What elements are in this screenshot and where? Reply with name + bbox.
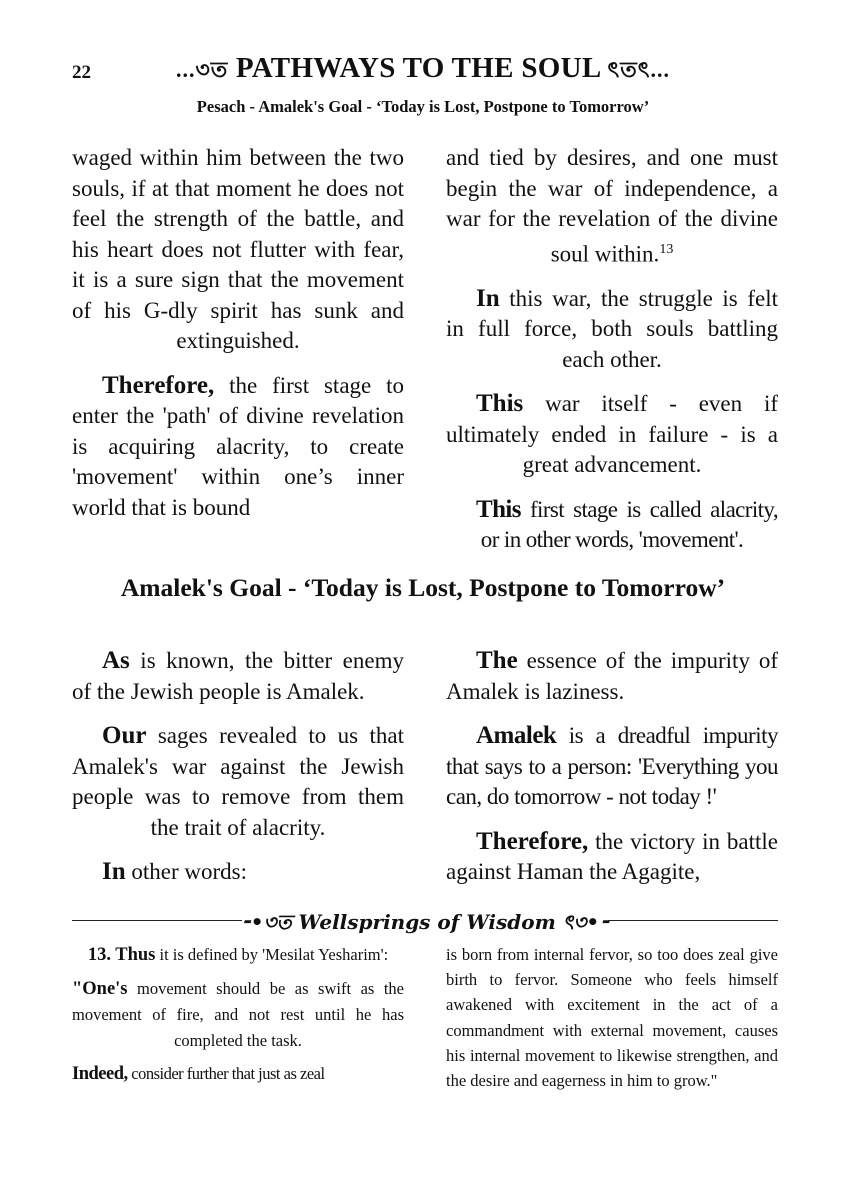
footnote-paragraph <box>72 1061 404 1087</box>
divider-line-right <box>608 920 778 921</box>
paragraph <box>72 646 404 707</box>
paragraph-text: is a dreadful impurity that says to a person: 'Everything you can, do tomorrow - not today !' <box>446 723 778 809</box>
section-heading: Amalek's Goal - ‘Today is Lost, Postpone to Tomorrow’ <box>120 573 726 602</box>
lead-word: The <box>476 647 518 674</box>
lead-word: Therefore, <box>102 371 215 399</box>
footnote-text: is born from internal fervor, so too does zeal give birth to fervor. Someone who feels himself awakened with excitement in the act of a commandment with external movement, causes his internal movement to likewise strengthen, and the desire and eagerness in him to grow." <box>446 945 778 1091</box>
paragraph <box>446 284 778 376</box>
footnote-divider <box>72 908 778 932</box>
footnote-text: consider further that just as zeal <box>127 1063 325 1083</box>
lead-word: 13. Thus <box>87 945 156 965</box>
paragraph-text: the first stage to enter the 'path' of divine revelation is acquiring alacrity, to create 'movement' within one’s inner world that is bound <box>72 372 404 520</box>
column-top-left <box>72 143 404 537</box>
paragraph <box>446 389 778 481</box>
paragraph-text: sages revealed to us that Amalek's war against the Jewish people was to remove from them the trait of alacrity. <box>72 723 404 840</box>
paragraph <box>72 857 404 888</box>
lead-word: Therefore, <box>476 827 589 855</box>
column-mid-right <box>446 646 778 902</box>
column-mid-left <box>72 646 404 902</box>
footnote-paragraph <box>72 942 404 968</box>
paragraph-text: this war, the struggle is felt in full force, both souls battling each other. <box>446 285 778 372</box>
footnote-text: it is defined by 'Mesilat Yesharim': <box>155 945 389 964</box>
flourish-right-icon: ৎ৩•⁃ <box>555 910 610 934</box>
paragraph <box>446 143 778 270</box>
footnote-paragraph <box>446 942 778 1093</box>
lead-word: In <box>102 858 126 885</box>
paragraph-text: waged within him between the two souls, if at that moment he does not feel the strength of the battle, and his heart does not flutter with fear, it is a sure sign that the movement of his G-dly spirit has sunk and extinguished. <box>72 145 404 353</box>
paragraph <box>446 721 778 813</box>
ornament-right-icon: ৎতৎ... <box>607 57 671 82</box>
paragraph <box>72 721 404 843</box>
paragraph <box>446 827 778 888</box>
lead-word: This <box>476 390 524 418</box>
running-title <box>0 52 846 90</box>
paragraph-text: the victory in battle against Haman the Agagite, <box>446 828 778 884</box>
footnote-marker: 13 <box>659 241 674 257</box>
lead-word: Indeed, <box>72 1063 128 1084</box>
paragraph <box>446 646 778 707</box>
flourish-left-icon: ⁃•৩ত <box>240 910 299 934</box>
lead-word: Our <box>102 722 147 749</box>
lead-word: "One's <box>72 979 128 1000</box>
paragraph <box>72 371 404 524</box>
lead-word: Amalek <box>476 722 557 749</box>
footnote-paragraph <box>72 976 404 1053</box>
paragraph-text: first stage is called alacrity, or in other words, 'movement'. <box>480 496 778 553</box>
column-top-right <box>446 143 778 570</box>
ornament-left-icon: ...৩ত <box>175 57 229 82</box>
chapter-subtitle: Pesach - Amalek's Goal - ‘Today is Lost, Postpone to Tomorrow’ <box>196 97 650 116</box>
paragraph-text: other words: <box>125 859 248 884</box>
divider-title: Wellsprings of Wisdom <box>298 910 556 934</box>
paragraph-text: and tied by desires, and one must begin the war of independence, a war for the revelation of the divine soul within. <box>446 145 778 267</box>
divider-label <box>72 908 778 941</box>
paragraph-text: war itself - even if ultimately ended in failure - is a great advancement. <box>446 391 778 478</box>
paragraph <box>446 495 778 556</box>
footnote-column-left <box>72 942 404 1095</box>
footnote-text: movement should be as swift as the movement of fire, and not rest until he has completed the task. <box>72 979 404 1050</box>
footnote-column-right <box>446 942 778 1101</box>
paragraph-text: is known, the bitter enemy of the Jewish people is Amalek. <box>72 648 404 704</box>
book-title: PATHWAYS TO THE SOUL <box>235 52 600 84</box>
paragraph <box>72 143 404 357</box>
lead-word: As <box>102 647 130 674</box>
lead-word: This <box>476 495 521 523</box>
lead-word: In <box>476 284 500 312</box>
paragraph-text: essence of the impurity of Amalek is laziness. <box>446 648 778 704</box>
page-number: 22 <box>72 62 91 83</box>
